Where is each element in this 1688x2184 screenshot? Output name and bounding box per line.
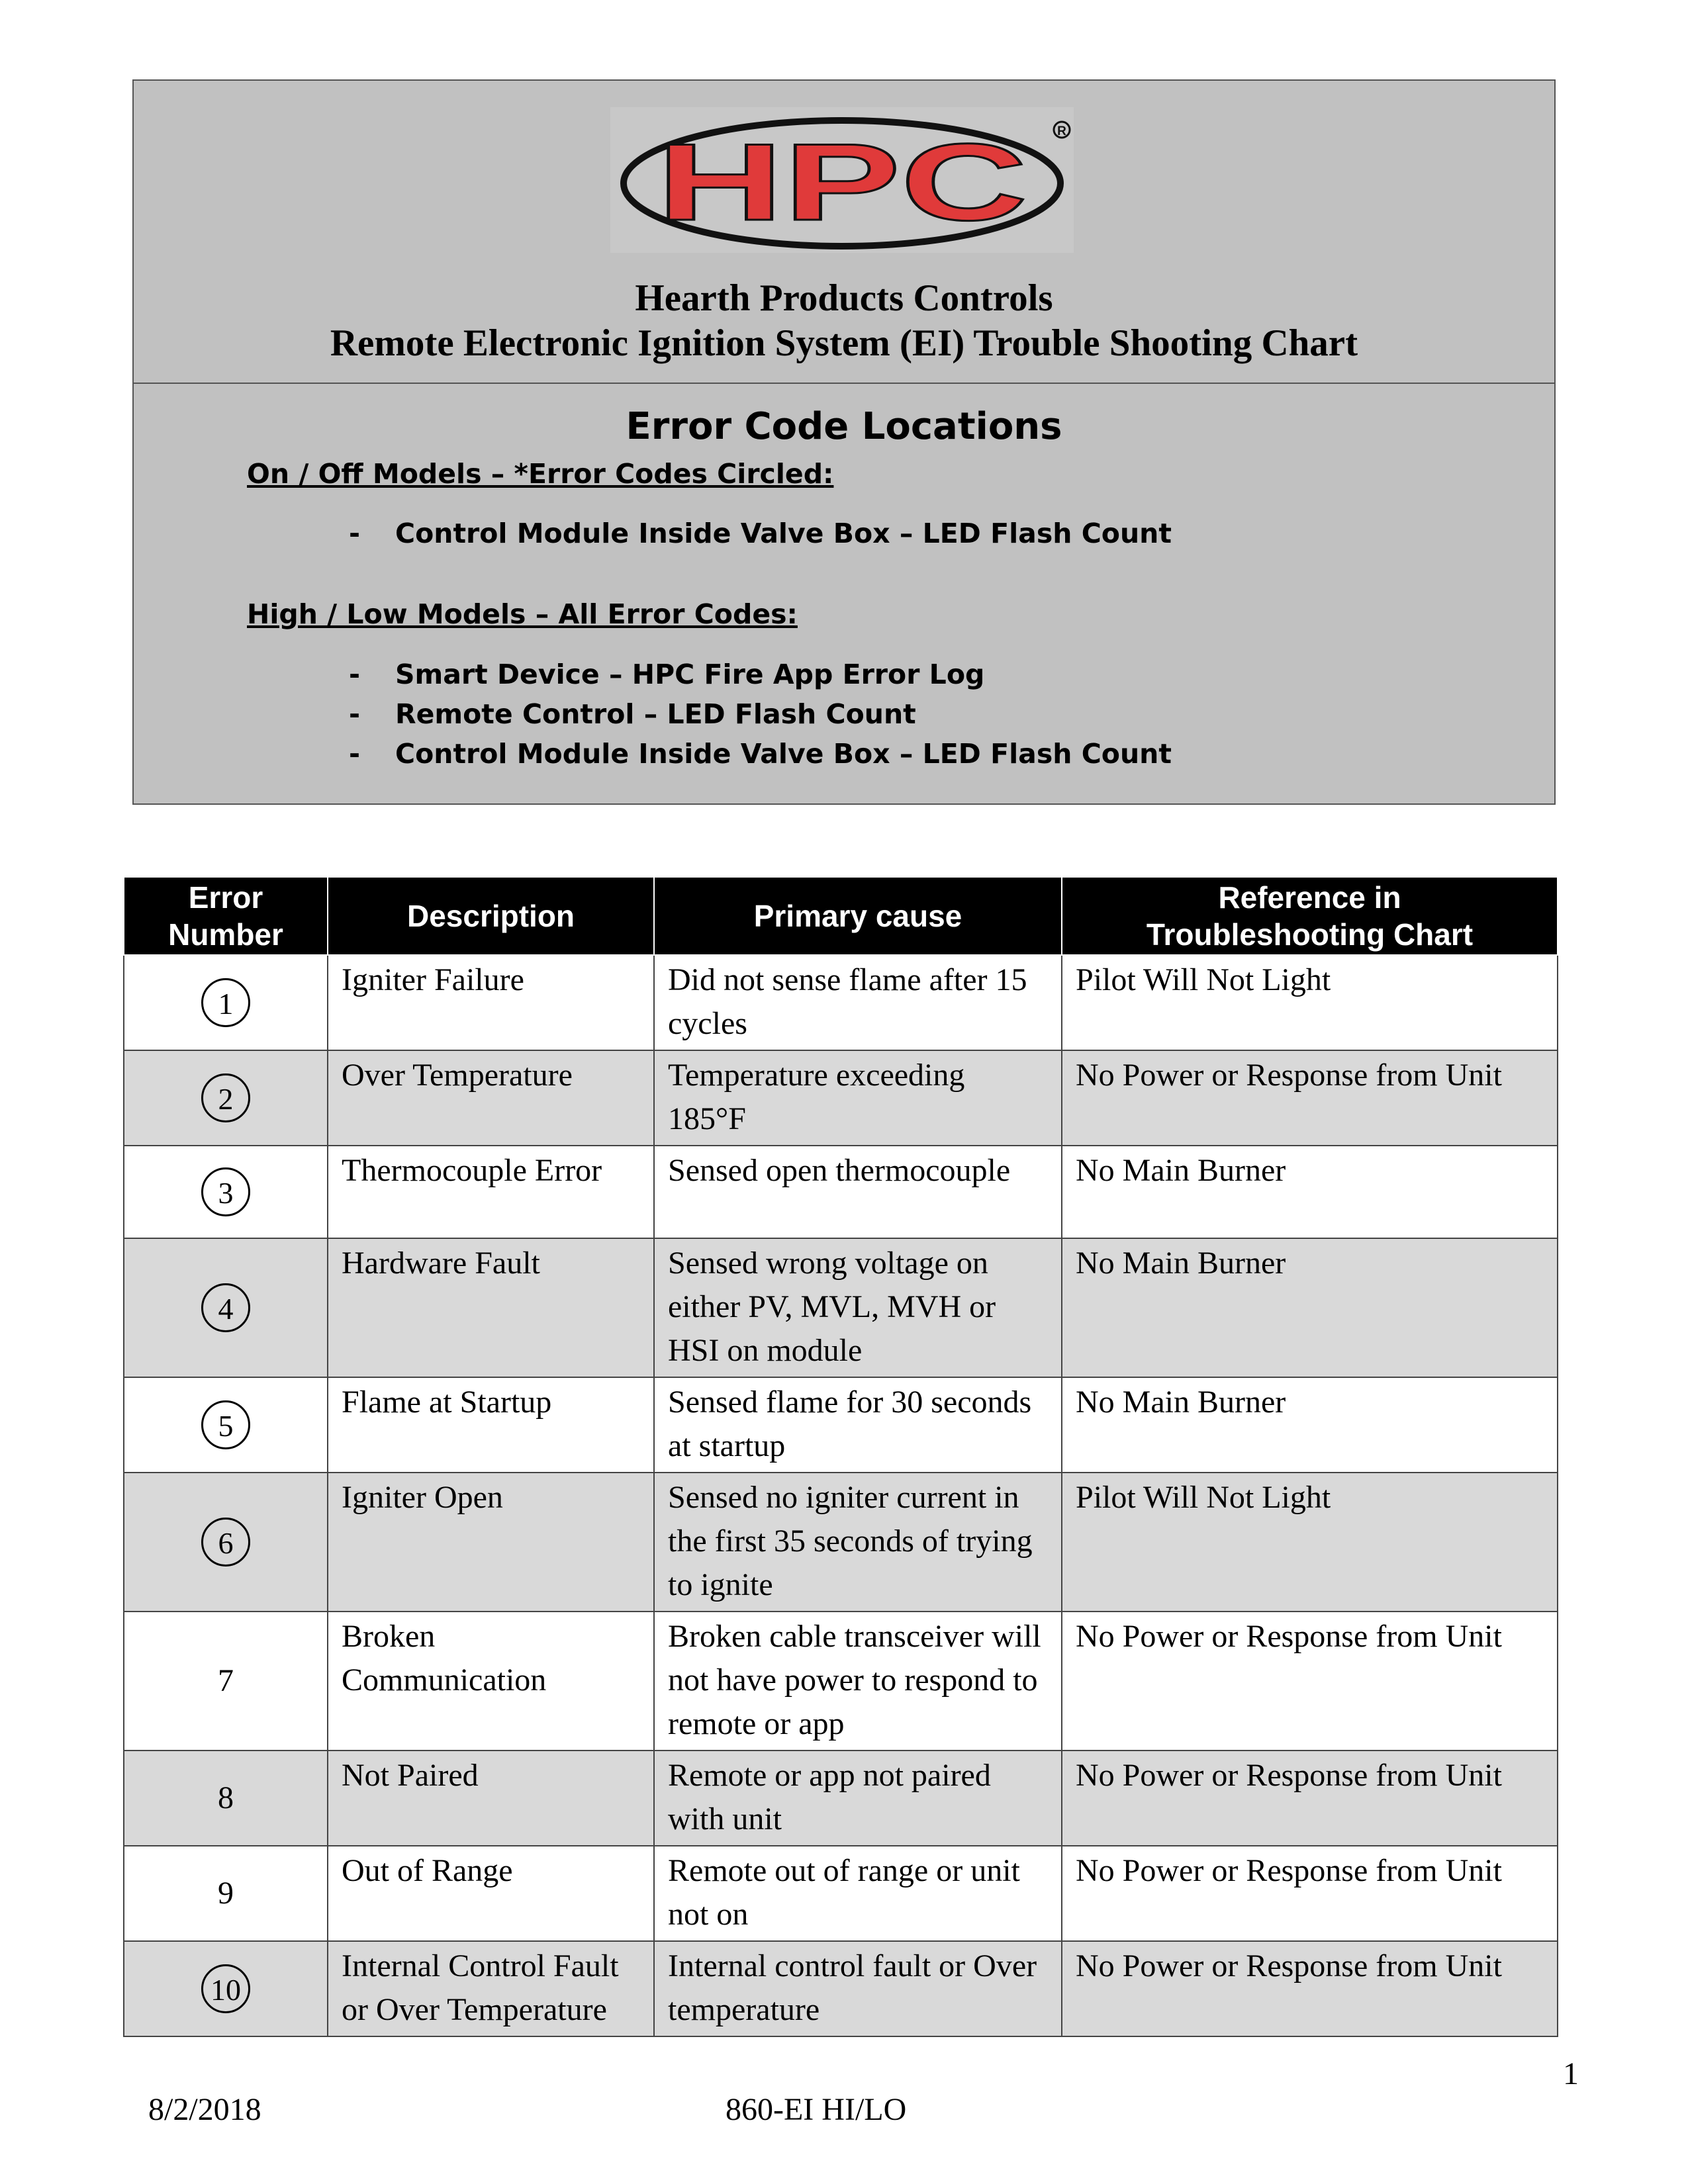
- company-name: Hearth Products Controls: [635, 277, 1053, 319]
- table-row: [124, 1050, 1558, 1146]
- circled-error-number: 4: [201, 1283, 250, 1332]
- description-cell: Broken Communication: [328, 1612, 654, 1751]
- primary-cause-cell: Sensed no igniter current in the first 35 seconds of trying to ignite: [654, 1473, 1062, 1612]
- error-number-cell: [124, 1846, 328, 1941]
- error-number-cell: [124, 1941, 328, 2036]
- description-cell: Out of Range: [328, 1846, 654, 1941]
- chart-title: Remote Electronic Ignition System (EI) Trouble Shooting Chart: [330, 322, 1358, 364]
- circled-error-number: 6: [201, 1518, 250, 1567]
- table-row: [124, 1377, 1558, 1473]
- logo-text: HPC: [657, 121, 1027, 243]
- table-row: [124, 1751, 1558, 1846]
- col-header-primary-cause: Primary cause: [654, 877, 1062, 955]
- reference-cell: No Main Burner: [1062, 1238, 1558, 1377]
- circled-error-number: 2: [201, 1073, 250, 1122]
- footer-date: 8/2/2018: [148, 2092, 261, 2127]
- error-number-cell: [124, 1377, 328, 1473]
- error-code-table: [123, 876, 1558, 2037]
- error-number-cell: [124, 955, 328, 1050]
- primary-cause-cell: Sensed flame for 30 seconds at startup: [654, 1377, 1062, 1473]
- table-row: [124, 1612, 1558, 1751]
- primary-cause-cell: Remote out of range or unit not on: [654, 1846, 1062, 1941]
- primary-cause-cell: Sensed wrong voltage on either PV, MVL, MVH or HSI on module: [654, 1238, 1062, 1377]
- error-number-cell: [124, 1751, 328, 1846]
- title-block: [134, 276, 1554, 366]
- error-number-cell: [124, 1050, 328, 1146]
- error-number-cell: [124, 1473, 328, 1612]
- description-cell: Hardware Fault: [328, 1238, 654, 1377]
- reference-cell: No Power or Response from Unit: [1062, 1612, 1558, 1751]
- reference-cell: No Power or Response from Unit: [1062, 1846, 1558, 1941]
- primary-cause-cell: Remote or app not paired with unit: [654, 1751, 1062, 1846]
- high-low-heading: High / Low Models – All Error Codes:: [247, 598, 798, 630]
- error-number: 7: [218, 1663, 234, 1698]
- description-cell: Igniter Failure: [328, 955, 654, 1050]
- circled-error-number: 5: [201, 1400, 250, 1449]
- reference-cell: No Power or Response from Unit: [1062, 1941, 1558, 2036]
- description-cell: Not Paired: [328, 1751, 654, 1846]
- hpc-logo: [610, 107, 1074, 253]
- primary-cause-cell: Internal control fault or Over temperature: [654, 1941, 1062, 2036]
- reference-cell: Pilot Will Not Light: [1062, 1473, 1558, 1612]
- error-number: 9: [218, 1876, 234, 1911]
- circled-error-number: 10: [201, 1964, 250, 2013]
- description-cell: Thermocouple Error: [328, 1146, 654, 1238]
- error-number-cell: [124, 1238, 328, 1377]
- svg-text:R: R: [1057, 124, 1066, 138]
- primary-cause-cell: Sensed open thermocouple: [654, 1146, 1062, 1238]
- table-row: [124, 1473, 1558, 1612]
- reference-cell: No Power or Response from Unit: [1062, 1751, 1558, 1846]
- col-header-reference: Reference in Troubleshooting Chart: [1062, 877, 1558, 955]
- description-cell: Over Temperature: [328, 1050, 654, 1146]
- error-number: 8: [218, 1780, 234, 1815]
- circled-error-number: 3: [201, 1167, 250, 1216]
- error-number-cell: [124, 1146, 328, 1238]
- table-row: [124, 955, 1558, 1050]
- reference-cell: No Main Burner: [1062, 1146, 1558, 1238]
- table-row: [124, 1846, 1558, 1941]
- col-header-description: Description: [328, 877, 654, 955]
- on-off-heading: On / Off Models – *Error Codes Circled:: [247, 458, 834, 490]
- header-divider: [134, 383, 1554, 384]
- page-number: 1: [1563, 2056, 1579, 2091]
- reference-cell: No Power or Response from Unit: [1062, 1050, 1558, 1146]
- footer-doc-id: 860-EI HI/LO: [726, 2092, 907, 2127]
- table-header-row: [124, 877, 1558, 955]
- circled-error-number: 1: [201, 978, 250, 1027]
- col-header-error-number: Error Number: [124, 877, 328, 955]
- error-number-cell: [124, 1612, 328, 1751]
- reference-cell: Pilot Will Not Light: [1062, 955, 1558, 1050]
- reference-cell: No Main Burner: [1062, 1377, 1558, 1473]
- primary-cause-cell: Temperature exceeding 185°F: [654, 1050, 1062, 1146]
- table-row: [124, 1146, 1558, 1238]
- table-row: [124, 1238, 1558, 1377]
- table-row: [124, 1941, 1558, 2036]
- description-cell: Flame at Startup: [328, 1377, 654, 1473]
- primary-cause-cell: Broken cable transceiver will not have power to respond to remote or app: [654, 1612, 1062, 1751]
- description-cell: Igniter Open: [328, 1473, 654, 1612]
- primary-cause-cell: Did not sense flame after 15 cycles: [654, 955, 1062, 1050]
- description-cell: Internal Control Fault or Over Temperature: [328, 1941, 654, 2036]
- locations-title: Error Code Locations: [626, 405, 1062, 448]
- header-box: HPC R Hearth Products Controls Remote Electronic Ignition System (EI) Trouble Shooting Chart Error Code Locations On / Off Models – *Error Codes Circled: - Control Module Inside Valve Box – LED Flash Count High / Low Models – All Error Codes: - Smart Device – HPC Fire App Error Log - Remote Control – LED Flash Count - Control Module Inside Valve Box – LED Flash Count: [132, 79, 1556, 805]
